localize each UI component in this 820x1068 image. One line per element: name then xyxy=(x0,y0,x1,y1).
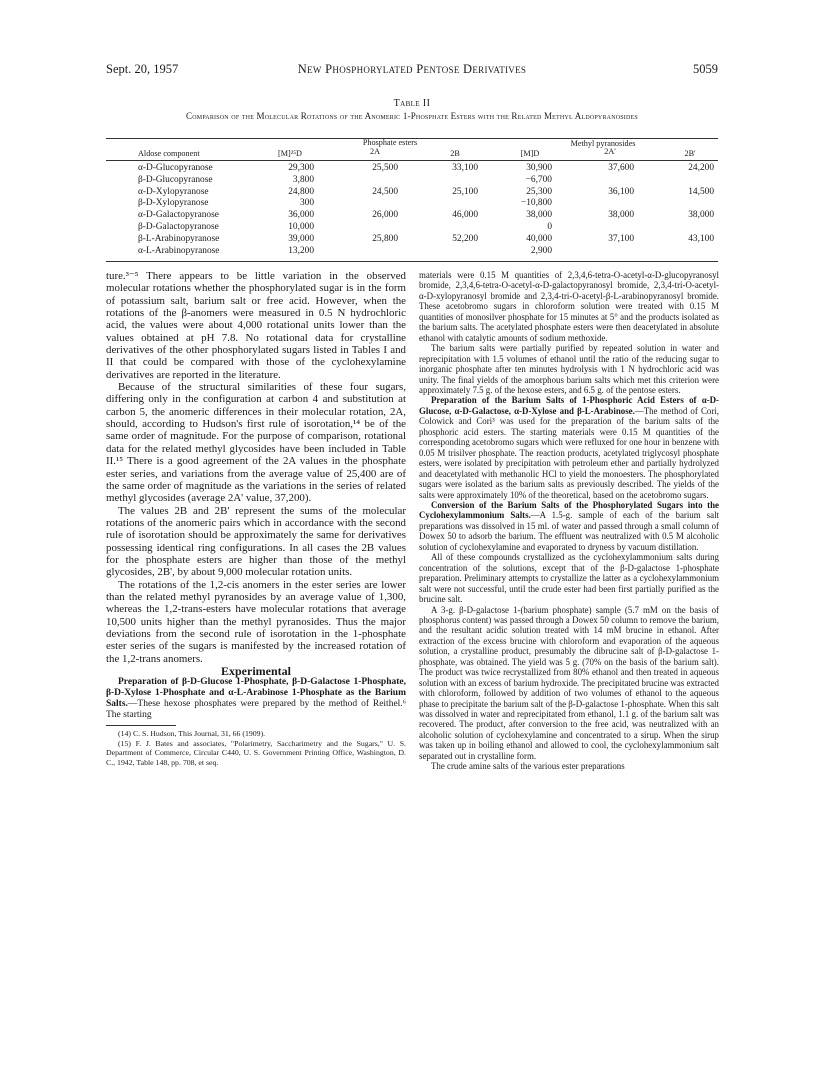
left-paragraph: The rotations of the 1,2-cis anomers in the ester series are lower than the related methyl pyranosides by an average value of 1,300, whereas the 1,2-trans-esters have molecular rotations that average 10,500 units higher than the methyl pyranosides. Thus the major deviations from the second rule of isorotation in the 1-phosphate ester series of the sugars is manifested by the increased rotation of the 1,2-trans anomers. xyxy=(106,578,406,665)
running-head xyxy=(106,62,718,78)
cell-aldose: β-D-Xylopyranose xyxy=(138,198,209,209)
cell-2b: 52,200 xyxy=(452,233,478,244)
cell-aldose: α-D-Galactopyranose xyxy=(138,210,219,221)
table-bottom-rule xyxy=(106,261,718,262)
cell-aldose: β-D-Galactopyranose xyxy=(138,222,219,232)
col-header-2a-prime: 2A' xyxy=(604,147,616,156)
cell-m25d: 3,800 xyxy=(292,174,314,185)
left-paragraph: The values 2B and 2B' represent the sums of the molecular rotations of the anomeric pairs which in accordance with the second rule of isorotation should be approximately the same for derivatives possessing identical ring configurations. In all cases the 2B values for the phosphate esters are higher than those of the methyl glycosides, 2B', by about 9,000 molecular rotation units. xyxy=(106,504,406,579)
left-paragraph: ture.³⁻⁵ There appears to be little variation in the observed molecular rotations whether the phosphorylated sugar is in the form of potassium salt, barium salt or free acid. However, when the rotations of the β-anomers were measured in 0.5 N hydrochloric acid, the values were about 4,000 rotational units lower than the values obtained at pH 7.8. No rotational data for crystalline derivatives of the other phosphorylated sugars listed in Tables I and II that could be compared with those of the cyclohexylamine derivatives are reported in the literature. xyxy=(106,270,406,381)
issue-date: Sept. 20, 1957 xyxy=(106,62,179,76)
group-header-methyl: Methyl pyranosides xyxy=(570,139,636,148)
col-header-2b: 2B xyxy=(450,149,460,158)
cell-md: −10,800 xyxy=(520,198,552,209)
cell-m25d: 13,200 xyxy=(288,245,314,256)
right-column xyxy=(419,270,719,772)
cell-md: 25,300 xyxy=(526,186,552,197)
cell-m25d: 24,800 xyxy=(288,186,314,197)
cell-md: −6,700 xyxy=(525,174,552,185)
right-paragraph: All of these compounds crystallized as the cyclohexylammonium salts during concentration of the solutions, except that of the β-D-galactose 1-phosphate preparation. Preliminary attempts to crystallize the latter as a cyclohexylammonium salt were not successful, until the crude ester had been first partially purified as the brucine salt. xyxy=(419,552,719,605)
cell-2b: 33,100 xyxy=(452,163,478,173)
group-header-phosphate: Phosphate esters xyxy=(362,138,418,147)
cell-2a-prime: 36,100 xyxy=(608,186,634,197)
section-subhead: Preparation of the Barium Salts of 1-Phosphoric Acid Esters of α-D-Glucose, α-D-Galactose, α-D-Xylose and β-L-Arabinose. xyxy=(419,395,719,416)
cell-2b-prime: 14,500 xyxy=(688,186,714,197)
col-header-md: [M]D xyxy=(520,149,540,158)
cell-2a-prime: 37,100 xyxy=(608,233,634,244)
cell-2b: 25,100 xyxy=(452,186,478,197)
cell-aldose: α-D-Xylopyranose xyxy=(138,186,209,197)
table-caption: Comparison of the Molecular Rotations of the Anomeric 1-Phosphate Esters with the Related Methyl Aldopyranosides xyxy=(186,111,638,121)
experimental-subhead: Preparation of β-D-Glucose 1-Phosphate, β-D-Galactose 1-Phosphate, β-D-Xylose 1-Phosphate and α-L-Arabinose 1-Phosphate as the Barium Salts. xyxy=(106,677,406,710)
cell-md: 0 xyxy=(547,222,552,232)
table-label: Table II xyxy=(393,98,431,109)
left-paragraph: Because of the structural similarities of these four sugars, differing only in the configuration at carbon 4 and substitution at carbon 5, the anomeric differences in their molecular rotation, 2A, should, according to Hudson's first rule of isorotation,¹⁴ be of the same order of magnitude. For the purpose of comparison, rotational data for the related methyl glycosides have been included in Table II.¹⁵ There is a good agreement of the 2A values in the phosphate ester series, and variations from the average value of 25,400 are of the same order of magnitude as the variations in the series of related methyl glycosides (average 2A' value, 37,200). xyxy=(106,381,406,505)
cell-2a: 25,800 xyxy=(372,233,398,244)
cell-2b-prime: 24,200 xyxy=(688,163,714,173)
page-number: 5059 xyxy=(693,62,718,76)
col-header-2a: 2A xyxy=(369,147,380,156)
right-paragraph: —The method of Cori, Colowick and Cori³ was used for the preparation of the barium salts of the phosphoric acid esters. The starting materials were 0.15 M quantities of the corresponding acetobromo sugars which were refluxed for one hour in benzene with 0.05 M trisilver phosphate. The reaction products, acetylated triglycosyl phosphate esters, were isolated by precipitation with petroleum ether and partially hydrolyzed and deacetylated with methanolic HCl to yield the monoesters. The phosphorylated sugars were isolated as the barium salts as previously described. The yields of the salts were approximately 10% of the theoretical, based on the acetobromo sugars. xyxy=(419,405,719,500)
footnote-rule xyxy=(106,725,176,726)
right-paragraph: The barium salts were partially purified by repeated solution in water and reprecipitation with 1.5 volumes of ethanol until the ratio of the reducing sugar to inorganic phosphate after ten minutes hydrolysis with 1 N hydrochloric acid was unity. The final yields of the amorphous barium salts which met this criterion were approximately 7.5 g. of the hexose esters, and 6.5 g. of the pentose esters. xyxy=(419,343,719,395)
cell-md: 38,000 xyxy=(526,210,552,221)
table-header-rule xyxy=(106,160,718,161)
cell-aldose: α-L-Arabinopyranose xyxy=(138,245,220,256)
footnote: (15) F. J. Bates and associates, "Polarimetry, Saccharimetry and the Sugars," U. S. Department of Commerce, Circular C440, U. S. Government Printing Office, Washington, D. C., 1942, Table 148, pp. 708, et seq. xyxy=(106,738,406,767)
right-paragraph: materials were 0.15 M quantities of 2,3,4,6-tetra-O-acetyl-α-D-glucopyranosyl bromide, 2,3,4,6-tetra-O-acetyl-α-D-galactopyranosyl bromide, 2,3,4-tri-O-acetyl-α-D-xylopyranosyl bromide and 2,3,4-tri-O-acetyl-β-L-arabinopyranosyl bromide. These acetobromo sugars in chloroform solution were treated with 0.15 M quantities of monosilver phosphate for 15 minutes at 5° and the products isolated as the barium salts. The acetylated phosphate esters were then deacetylated in absolute ethanol with catalytic amounts of sodium methoxide. xyxy=(419,270,719,343)
col-header-m25d: [M]²⁵D xyxy=(278,149,302,158)
cell-2a: 26,000 xyxy=(372,210,398,221)
cell-aldose: α-D-Glucopyranose xyxy=(138,163,213,173)
experimental-text: —These hexose phosphates were prepared by the method of Reithel.⁶ The starting xyxy=(106,699,406,721)
cell-m25d: 36,000 xyxy=(288,210,314,221)
right-paragraph: A 3-g. β-D-galactose 1-(barium phosphate) sample (5.7 mM on the basis of phosphorus content) was passed through a Dowex 50 column to remove the barium, and the resultant acidic solution treated with 14 mM brucine in ethanol. After extraction of the excess brucine with chloroform and evaporation of the aqueous solution, a crystalline product, presumably the dibrucine salt of β-D-galactose 1-phosphate, was obtained. The yield was 5 g. (70% on the basis of the barium salt). The product was twice recrystallized from 80% ethanol and then treated in aqueous solution with an excess of barium hydroxide. The precipitated brucine was extracted with chloroform, followed by addition of two volumes of ethanol to the aqueous phase to precipitate the barium salt of the β-D-galactose 1-phosphate. When this salt was dissolved in water and reprecipitated from ethanol, 1.1 g. of the barium salt was recovered. The product, after conversion to the free acid, was neutralized with an alcoholic solution of cyclohexylamine and concentrated to a sirup. When the sirup was taken up in boiling ethanol and allowed to cool, the cyclohexylammonium salt separated out in crystalline form. xyxy=(419,604,719,761)
cell-m25d: 39,000 xyxy=(288,233,314,244)
cell-md: 40,000 xyxy=(526,233,552,244)
cell-2a: 25,500 xyxy=(372,163,398,173)
cell-2a-prime: 38,000 xyxy=(608,210,634,221)
cell-2b: 46,000 xyxy=(452,210,478,221)
cell-md: 2,900 xyxy=(530,245,552,256)
right-paragraph: The crude amine salts of the various ester preparations xyxy=(431,761,625,772)
col-header-aldose: Aldose component xyxy=(138,149,200,158)
footnote: (14) C. S. Hudson, This Journal, 31, 66 (1909). xyxy=(118,729,266,739)
col-header-2b-prime: 2B' xyxy=(684,149,696,158)
cell-2a-prime: 37,600 xyxy=(608,163,634,173)
cell-2b-prime: 43,100 xyxy=(688,233,714,244)
right-paragraph: —A 1.5-g. sample of each of the barium salt preparations was dissolved in 15 ml. of water and passed through a small column of Dowex 50 to adsorb the barium. The effluent was neutralized with 0.5 M alcoholic solution of cyclohexylamine and evaporated to dryness by vacuum distillation. xyxy=(419,510,720,552)
cell-2b-prime: 38,000 xyxy=(688,210,714,221)
experimental-heading: Experimental xyxy=(221,664,291,678)
cell-m25d: 300 xyxy=(299,198,314,209)
cell-md: 30,900 xyxy=(526,163,552,173)
left-column xyxy=(106,270,406,767)
cell-m25d: 10,000 xyxy=(288,222,314,232)
cell-2a: 24,500 xyxy=(372,186,398,197)
section-subhead: Conversion of the Barium Salts of the Phosphorylated Sugars into the Cyclohexylammonium Salts. xyxy=(419,499,719,521)
cell-aldose: β-D-Glucopyranose xyxy=(138,174,213,185)
running-title: New Phosphorylated Pentose Derivatives xyxy=(297,62,527,76)
cell-aldose: β-L-Arabinopyranose xyxy=(138,233,220,244)
cell-m25d: 29,300 xyxy=(288,163,314,173)
